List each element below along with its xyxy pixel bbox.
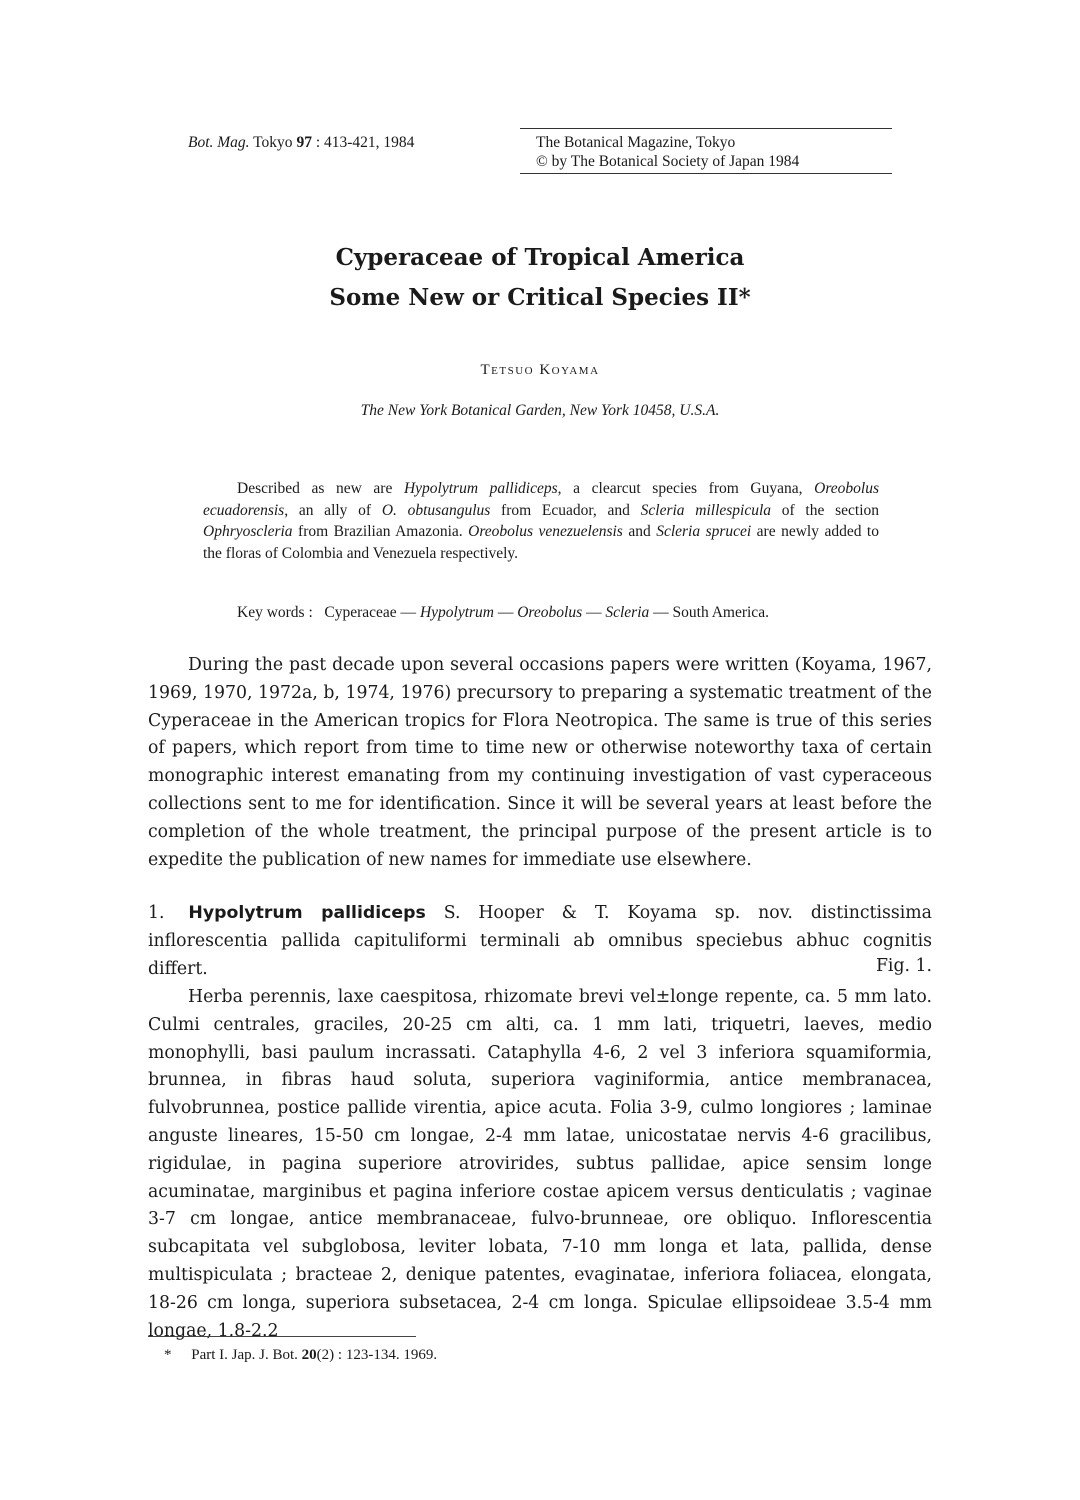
keyword: Hypolytrum <box>419 604 494 621</box>
abstract-taxon: Scleria millespicula <box>640 501 772 519</box>
author-first-name: Tetsuo <box>480 362 535 378</box>
abstract-text: , an ally of <box>284 501 382 519</box>
author-name <box>0 362 1080 379</box>
abstract <box>203 478 879 564</box>
author-last-name: Koyama <box>539 362 600 378</box>
copyright-journal: The Botanical Magazine, Tokyo <box>536 134 736 151</box>
keyword: Scleria <box>605 604 650 621</box>
abstract-taxon: Scleria sprucei <box>656 523 752 540</box>
keyword: — South America. <box>653 604 769 621</box>
abstract-taxon: Hypolytrum pallidiceps <box>403 480 558 497</box>
intro-paragraph: During the past decade upon several occasions papers were written (Koyama, 1967, 1969, 1970, 1972a, b, 1974, 1976) precursory to preparing a systematic treatment of the Cyperaceae in the American tropics for Flora Neotropica. The same is true of this series of papers, which report from time to time new or otherwise noteworthy taxa of certain monographic interest emanating from my continuing investigation of vast cyperaceous collections sent to me for identification. Since it will be several years at least before the completion of the whole treatment, the principal purpose of the present article is to expedite the publication of new names for immediate use elsewhere. <box>148 655 932 870</box>
abstract-text: from Ecuador, and <box>490 501 641 519</box>
keyword: Cyperaceae — <box>324 604 417 621</box>
abstract-taxon: Ophryoscleria <box>203 523 293 540</box>
abstract-taxon: Oreobolus venezuelensis <box>468 523 623 540</box>
title-line-2: Some New or Critical Species II* <box>329 284 751 311</box>
keywords-label: Key words : <box>237 604 313 621</box>
abstract-taxon: Oreobolus ecuadorensis <box>203 480 880 519</box>
species-diagnosis: S. Hooper & T. Koyama sp. nov. distinctissima inflorescentia pallida capituliformi terminali ab omnibus speciebus abhuc cognitis differt. <box>148 903 932 979</box>
species-number: 1. <box>148 903 165 923</box>
citation-journal: Bot. Mag. <box>188 134 250 151</box>
abstract-taxon: O. obtusangulus <box>381 501 491 519</box>
copyright-society: © by The Botanical Society of Japan 1984 <box>536 153 800 170</box>
author-affiliation: The New York Botanical Garden, New York 10458, U.S.A. <box>360 402 720 419</box>
keywords <box>237 604 769 622</box>
keyword-sep: — <box>497 604 514 621</box>
article-title <box>0 238 1080 318</box>
abstract-text: from Brazilian Amazonia. <box>292 523 469 540</box>
species-name: Hypolytrum pallidiceps <box>188 903 426 923</box>
abstract-text: , a clearcut species from Guyana, <box>557 480 815 497</box>
citation-city: Tokyo <box>253 134 293 151</box>
figure-reference: Fig. 1. <box>875 956 932 976</box>
abstract-text: are newly added to the floras of Colombia and Venezuela respectively. <box>203 523 879 562</box>
keyword-sep: — <box>585 604 602 621</box>
footnote-rule <box>148 1336 416 1337</box>
footnote-marker: * <box>164 1347 172 1363</box>
title-line-1: Cyperaceae of Tropical America <box>335 244 745 271</box>
citation-volume: 97 <box>296 134 312 151</box>
footnote-pages: (2) : 123-134. 1969. <box>316 1347 438 1363</box>
footnote-volume: 20 <box>301 1347 317 1363</box>
abstract-text: Described as new are <box>237 480 404 497</box>
description-paragraph: Herba perennis, laxe caespitosa, rhizomate brevi vel±longe repente, ca. 5 mm lato. Culmi centrales, graciles, 20-25 cm alti, ca. 1 mm lati, triquetri, laeves, medio monophylli, basi paulum incrassati. Cataphylla 4-6, 2 vel 3 inferiora squamiformia, brunnea, in fibras haud soluta, superiora vaginiformia, antice membranacea, fulvobrunnea, postice pallide virentia, apice acuta. Folia 3-9, culmo longiores ; laminae anguste lineares, 15-50 cm longae, 2-4 mm latae, unicostatae nervis 4-6 gracilibus, rigidulae, in pagina superiore atrovirides, subtus pallidae, apice sensim longe acuminatae, marginibus et pagina inferiore costae apicem versus denticulatis ; vaginae 3-7 cm longae, antice membranaceae, fulvo-brunneae, ore obliquo. Inflorescentia subcapitata vel subglobosa, leviter lobata, 7-10 mm longa et lata, pallida, dense multispiculata ; bracteae 2, denique patentes, evaginatae, inferiora foliacea, elongata, 18-26 cm longa, superiora subsetacea, 2-4 cm longa. Spiculae ellipsoideae 3.5-4 mm longae, 1.8-2.2 <box>148 987 932 1341</box>
keyword: Oreobolus <box>517 604 583 621</box>
journal-citation <box>188 134 414 152</box>
citation-pages-year: : 413-421, 1984 <box>315 134 415 151</box>
abstract-text: of the section <box>771 501 879 519</box>
copyright-box <box>520 128 892 174</box>
footnote-text: Part I. Jap. J. Bot. <box>191 1347 298 1363</box>
footnote <box>164 1347 437 1364</box>
abstract-text: and <box>622 523 657 540</box>
